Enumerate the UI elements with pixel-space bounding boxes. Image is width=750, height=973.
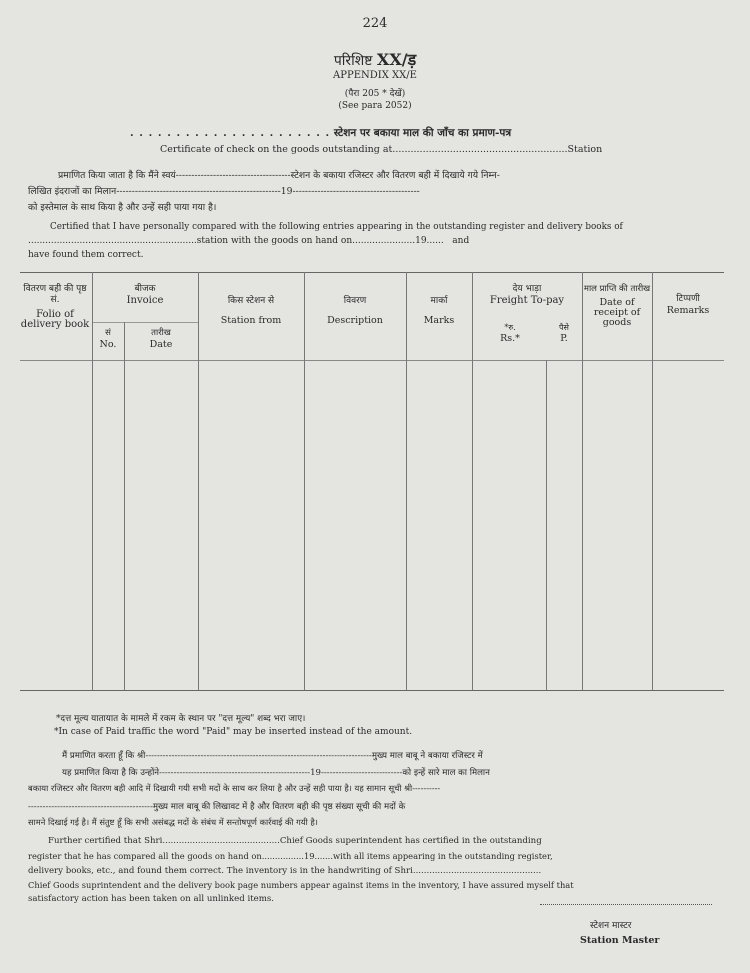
signature-hindi: स्टेशन मास्टर bbox=[590, 921, 632, 931]
col-rs-hindi: *रु. bbox=[504, 323, 516, 332]
en-cert-2c: and bbox=[452, 236, 470, 246]
further-hindi-line-5: सामने दिखाई गई है। मैं संतुष्ट हूँ कि सभी असंबद्ध मदों के संबंध में सन्तोषपूर्ण कार्रवाई की गयी है। bbox=[28, 817, 318, 827]
footnote-en: *In case of Paid traffic the word "Paid" may be inserted instead of the amount. bbox=[54, 727, 413, 737]
further-hindi-dash-4: ---------- bbox=[412, 783, 441, 793]
en-cert-line-2 bbox=[28, 236, 469, 246]
hindi-cert-dash-2: ----------------------------------------------------- bbox=[116, 186, 281, 197]
col-paise-header bbox=[546, 322, 582, 344]
col-remarks-header bbox=[652, 294, 724, 316]
further-en-2b: 19 bbox=[303, 851, 315, 861]
hindi-cert-line-1 bbox=[58, 168, 500, 181]
further-hindi-2c: को इन्हें सारे माल का मिलान bbox=[402, 768, 490, 778]
col-no-en: No. bbox=[99, 339, 117, 350]
title-en bbox=[160, 144, 602, 155]
en-cert-line-3: have found them correct. bbox=[28, 250, 144, 260]
title-en-fill: .......................................................... bbox=[392, 144, 568, 155]
en-cert-fill-3: ...... bbox=[426, 236, 453, 246]
col-marks-en: Marks bbox=[423, 315, 455, 326]
col-paise-en: P. bbox=[560, 333, 568, 344]
hindi-cert-dash-1: ------------------------------------- bbox=[175, 170, 291, 181]
further-en-fill-2: ................ bbox=[261, 851, 304, 861]
col-divider-3 bbox=[198, 272, 199, 690]
signature-en: Station Master bbox=[580, 935, 660, 946]
col-divider-9 bbox=[652, 272, 653, 690]
col-divider-7 bbox=[546, 360, 547, 690]
col-description-header bbox=[304, 296, 406, 326]
further-hindi-line-4 bbox=[28, 800, 405, 812]
col-station-header bbox=[198, 296, 304, 326]
col-divider-2 bbox=[124, 322, 125, 690]
further-hindi-1b: मुख्य माल बाबू ने बकाया रजिस्टर में bbox=[371, 751, 483, 761]
col-invoice-hindi: बीजक bbox=[134, 284, 156, 294]
col-divider-8 bbox=[582, 272, 583, 690]
title-dots: . . . . . . . . . . . . . . . . . . . . . . bbox=[130, 127, 331, 139]
col-paise-hindi: पैसे bbox=[559, 323, 569, 332]
further-hindi-dash-3: ---------------------------- bbox=[321, 768, 403, 778]
title-hindi bbox=[130, 126, 511, 140]
para-ref-hindi: (पैरा 205 * देखें) bbox=[344, 89, 406, 99]
hindi-cert-line-3: को इस्तेमाल के साथ किया है और उन्हें सही पाया गया है। bbox=[28, 202, 217, 213]
goods-table bbox=[20, 272, 724, 690]
col-remarks-en: Remarks bbox=[666, 305, 710, 316]
col-no-header bbox=[92, 328, 124, 350]
appendix-code: XX/ड़ bbox=[376, 50, 417, 69]
col-folio-hindi: वितरण बही की पृष्ठ सं. bbox=[23, 284, 87, 305]
en-cert-2b: 19 bbox=[415, 236, 427, 246]
table-top-rule bbox=[20, 272, 724, 273]
hindi-cert-1b: स्टेशन के बकाया रजिस्टर और वितरण बही में दिखाये गये निम्न- bbox=[290, 170, 500, 181]
hindi-cert-1a: प्रमाणित किया जाता है कि मैंने स्वयं bbox=[58, 170, 176, 181]
col-date-hindi: तारीख bbox=[151, 328, 171, 338]
further-en-1a: Further certified that Shri bbox=[48, 836, 163, 846]
hindi-cert-line-2 bbox=[28, 184, 420, 197]
further-en-2c: with all items appearing in the outstanding register, bbox=[332, 851, 553, 861]
para-ref-en: (See para 2052) bbox=[338, 101, 412, 111]
col-invoice-en: Invoice bbox=[126, 295, 164, 306]
en-cert-fill-2: ...................... bbox=[352, 236, 416, 246]
footnote-hindi: *दत्त मूल्य यातायात के मामले में रकम के स्थान पर "दत्त मूल्य" शब्द भरा जाए। bbox=[56, 714, 306, 724]
col-rs-header bbox=[482, 322, 538, 344]
further-en-line-2 bbox=[28, 851, 553, 861]
appendix-hindi-label: परिशिष्ट bbox=[333, 53, 373, 69]
col-divider-5 bbox=[406, 272, 407, 690]
further-en-fill-4: ............................................... bbox=[412, 866, 542, 876]
col-date-header bbox=[124, 328, 198, 350]
col-folio-header bbox=[20, 284, 90, 330]
invoice-sub-rule bbox=[92, 322, 198, 323]
hindi-cert-dash-3: ----------------------------------------- bbox=[292, 186, 420, 197]
further-hindi-4a: मुख्य माल बाबू की लिखावट में है और वितरण बही की पृष्ठ संख्या सूची की मदों के bbox=[152, 802, 406, 812]
further-hindi-line-1 bbox=[62, 749, 483, 761]
further-hindi-2b: 19 bbox=[310, 768, 321, 778]
col-marks-hindi: मार्का bbox=[430, 296, 448, 306]
col-invoice-header bbox=[92, 284, 198, 306]
further-en-line-5: satisfactory action has been taken on all unlinked items. bbox=[28, 894, 275, 904]
col-freight-header bbox=[472, 284, 582, 306]
col-divider-6 bbox=[472, 272, 473, 690]
further-hindi-line-3 bbox=[28, 783, 440, 794]
col-no-hindi: सं bbox=[105, 328, 111, 338]
further-hindi-dash-1: ------------------------------------------------------------------------------ bbox=[145, 751, 372, 761]
title-hindi-text: स्टेशन पर बकाया माल की जाँच का प्रमाण-पत्र bbox=[333, 127, 512, 139]
col-description-hindi: विवरण bbox=[343, 296, 367, 306]
appendix-heading-hindi bbox=[0, 48, 750, 70]
en-cert-line-1: Certified that I have personally compared with the following entries appearing in the outstanding register and delivery books of bbox=[50, 222, 623, 232]
page-number: 224 bbox=[362, 16, 388, 31]
further-hindi-dash-5: ------------------------------------------- bbox=[28, 802, 153, 812]
table-bottom-rule bbox=[20, 690, 724, 691]
further-hindi-1a: मैं प्रमाणित करता हूँ कि श्री bbox=[62, 751, 146, 761]
further-hindi-2a: यह प्रमाणित किया है कि उन्होंने bbox=[62, 768, 160, 778]
further-hindi-dash-2: ---------------------------------------------------- bbox=[159, 768, 311, 778]
further-en-3a: delivery books, etc., and found them correct. The inventory is in the handwriting of Shri bbox=[28, 866, 413, 876]
further-en-1b: Chief Goods superintendent has certified in the outstanding bbox=[279, 836, 542, 846]
further-en-line-1 bbox=[48, 836, 542, 846]
en-cert-2a: station with the goods on hand on bbox=[196, 236, 353, 246]
further-en-2a: register that he has compared all the goods on hand on bbox=[28, 851, 262, 861]
further-hindi-line-2 bbox=[62, 766, 490, 778]
table-header-rule bbox=[20, 360, 724, 361]
further-en-line-3 bbox=[28, 866, 541, 876]
title-en-prefix: Certificate of check on the goods outstanding at bbox=[160, 144, 393, 155]
col-receipt-en: Date of receipt of goods bbox=[593, 297, 641, 328]
col-marks-header bbox=[406, 296, 472, 326]
col-receipt-header bbox=[582, 284, 652, 328]
col-date-en: Date bbox=[149, 339, 173, 350]
col-receipt-hindi: माल प्राप्ति की तारीख bbox=[583, 284, 651, 294]
col-station-en: Station from bbox=[220, 315, 282, 326]
further-en-fill-3: ....... bbox=[314, 851, 333, 861]
col-freight-hindi: देय भाड़ा bbox=[512, 284, 542, 294]
col-remarks-hindi: टिप्पणी bbox=[676, 294, 700, 304]
col-description-en: Description bbox=[327, 315, 383, 326]
col-rs-en: Rs.* bbox=[500, 333, 520, 344]
col-divider-4 bbox=[304, 272, 305, 690]
col-freight-en: Freight To-pay bbox=[489, 295, 565, 306]
further-en-line-4: Chief Goods suprintendent and the delivery book page numbers appear against items in the inventory, I have assured myself that bbox=[28, 880, 574, 890]
hindi-cert-2a: लिखित इंदराजों का मिलान bbox=[28, 186, 117, 197]
signature-line bbox=[540, 904, 712, 905]
title-en-suffix: Station bbox=[567, 144, 603, 155]
further-en-fill-1: ........................................... bbox=[162, 836, 280, 846]
hindi-cert-2b: 19 bbox=[280, 186, 293, 197]
further-hindi-3a: बकाया रजिस्टर और वितरण बही आदि में दिखायी गयी सभी मदों के साथ कर लिया है और उन्हें सही पाया है। यह सामान सूची श्री bbox=[28, 783, 413, 793]
appendix-heading-en: APPENDIX XX/E bbox=[333, 70, 417, 81]
col-folio-en: Folio of delivery book bbox=[20, 309, 90, 330]
col-station-hindi: किस स्टेशन से bbox=[227, 296, 275, 306]
en-cert-fill-1: ........................................................... bbox=[28, 236, 197, 246]
